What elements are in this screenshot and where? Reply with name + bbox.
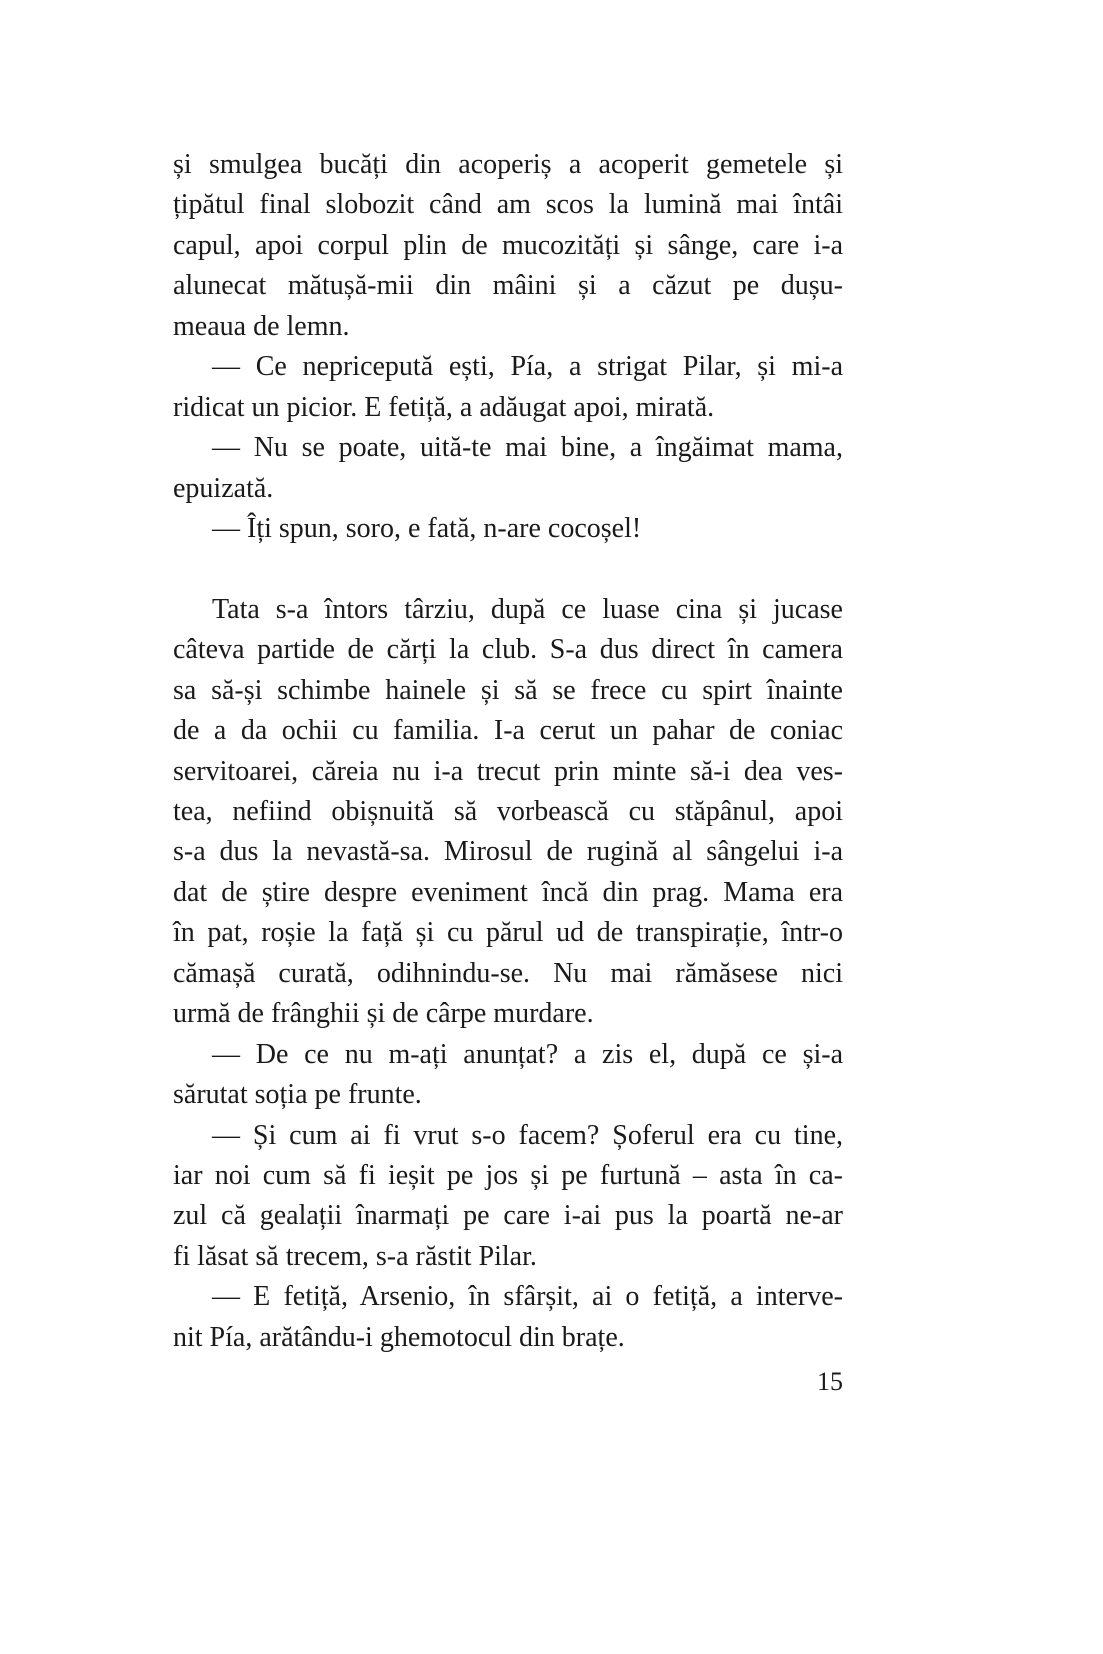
text-line: alunecat mătușă-mii din mâini și a căzut pe dușu- bbox=[173, 270, 843, 302]
text-line: s-a dus la nevastă-sa. Mirosul de rugină al sângelui i-a bbox=[173, 836, 843, 868]
text-line: — Nu se poate, uită-te mai bine, a îngăimat mama, bbox=[212, 432, 843, 464]
text-line: sa să-și schimbe hainele și să se frece cu spirt înainte bbox=[173, 674, 843, 706]
text-section bbox=[173, 590, 843, 1358]
text-line: — Îți spun, soro, e fată, n-are cocoșel! bbox=[212, 512, 642, 544]
text-line: servitoarei, căreia nu i-a trecut prin minte să-i dea ves- bbox=[173, 755, 843, 787]
text-section bbox=[173, 145, 843, 549]
text-line: — E fetiță, Arsenio, în sfârșit, ai o fetiță, a interve- bbox=[212, 1281, 843, 1313]
text-line: câteva partide de cărți la club. S-a dus direct în camera bbox=[173, 634, 843, 666]
book-page-body bbox=[173, 145, 843, 1358]
text-line: sărutat soția pe frunte. bbox=[173, 1079, 422, 1111]
page-number: 15 bbox=[817, 1367, 843, 1396]
paragraph bbox=[173, 347, 843, 428]
paragraph bbox=[173, 1116, 843, 1278]
text-line: iar noi cum să fi ieșit pe jos și pe furtună – asta în ca- bbox=[173, 1159, 843, 1191]
text-line: țipătul final slobozit când am scos la lumină mai întâi bbox=[173, 189, 843, 221]
text-line: ridicat un picior. E fetiță, a adăugat apoi, mirată. bbox=[173, 391, 715, 423]
paragraph bbox=[173, 145, 843, 347]
paragraph bbox=[173, 1277, 843, 1358]
text-line: tea, nefiind obișnuită să vorbească cu stăpânul, apoi bbox=[173, 796, 843, 827]
text-line: Tata s-a întors târziu, după ce luase cina și jucase bbox=[212, 593, 843, 625]
text-line: meaua de lemn. bbox=[173, 310, 350, 342]
text-line: urmă de frânghii și de cârpe murdare. bbox=[173, 998, 594, 1030]
text-line: — De ce nu m-ați anunțat? a zis el, după ce și-a bbox=[212, 1038, 843, 1070]
text-line: capul, apoi corpul plin de mucozități și sânge, care i-a bbox=[173, 229, 843, 261]
text-line: în pat, roșie la față și cu părul ud de transpirație, într-o bbox=[173, 917, 843, 949]
text-line: nit Pía, arătându-i ghemotocul din brațe. bbox=[173, 1321, 625, 1353]
text-line: — Și cum ai fi vrut s-o facem? Șoferul era cu tine, bbox=[212, 1119, 843, 1151]
text-line: cămașă curată, odihnindu-se. Nu mai rămăsese nici bbox=[173, 957, 843, 989]
paragraph bbox=[173, 1035, 843, 1116]
text-line: zul că gealații înarmați pe care i-ai pus la poartă ne-ar bbox=[173, 1200, 843, 1232]
text-line: de a da ochii cu familia. I-a cerut un pahar de coniac bbox=[173, 715, 843, 747]
text-line: fi lăsat să trecem, s-a răstit Pilar. bbox=[173, 1240, 537, 1272]
text-line: epuizată. bbox=[173, 472, 274, 504]
text-line: — Ce nepricepută ești, Pía, a strigat Pilar, și mi-a bbox=[212, 351, 843, 383]
text-line: și smulgea bucăți din acoperiș a acoperit gemetele și bbox=[173, 149, 843, 180]
paragraph bbox=[173, 428, 843, 509]
paragraph bbox=[173, 590, 843, 1035]
text-line: dat de știre despre eveniment încă din prag. Mama era bbox=[173, 876, 843, 908]
paragraph bbox=[173, 509, 843, 549]
